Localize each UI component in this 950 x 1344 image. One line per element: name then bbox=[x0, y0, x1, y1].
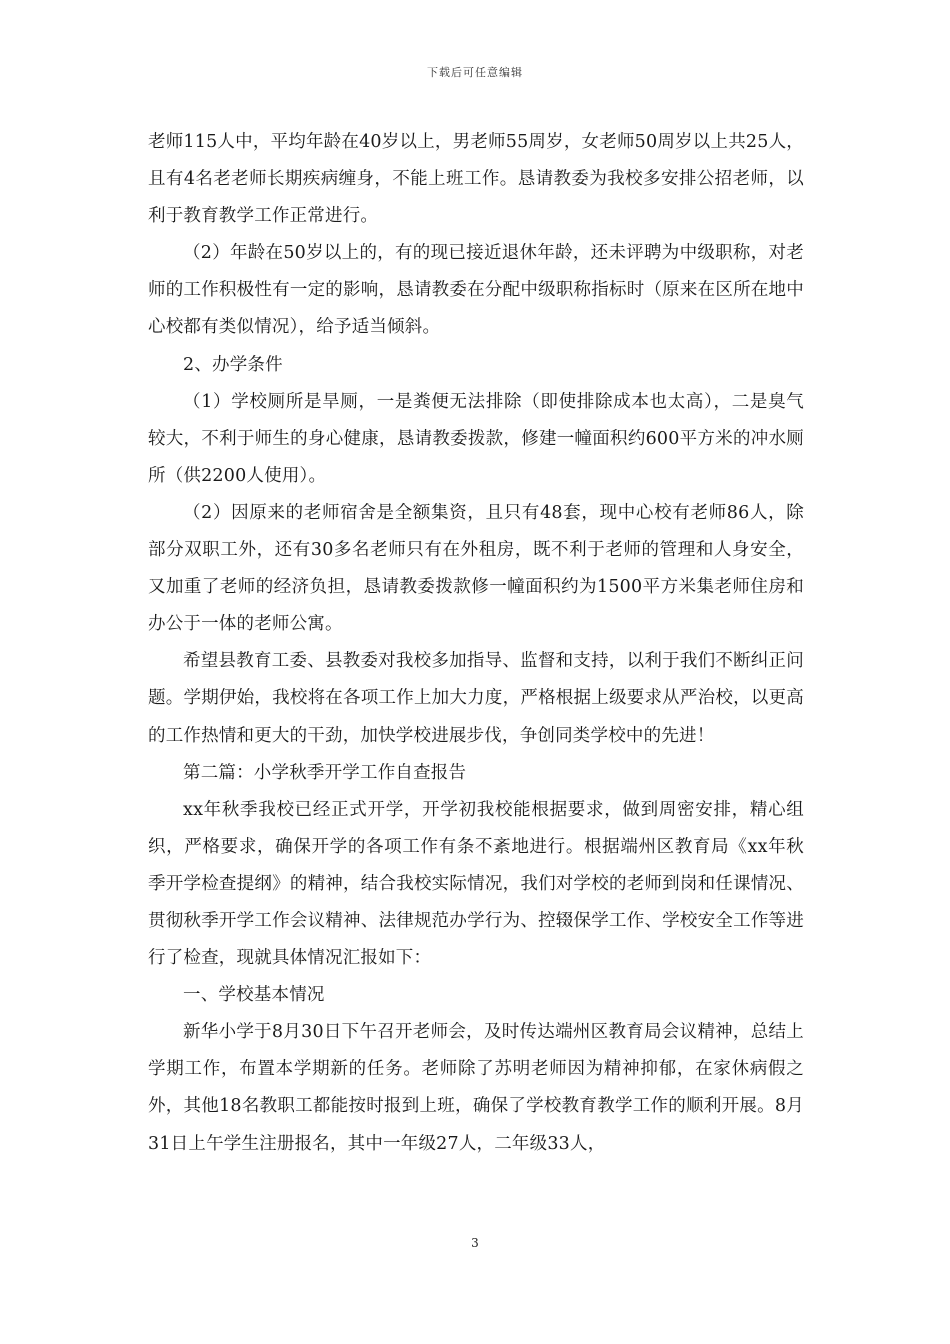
page-header: 下载后可任意编辑 bbox=[427, 66, 523, 79]
paragraph-autumn-intro: xx年秋季我校已经正式开学，开学初我校能根据要求，做到周密安排，精心组织，严格要求，确保开学的各项工作有条不紊地进行。根据端州区教育局《xx年秋季开学检查提纲》的精神，结合我校实际情况，我们对学校的老师到岗和任课情况、贯彻秋季开学工作会议精神、法律规范办学行为、控辍保学工作、学校安全工作等进行了检查，现就具体情况汇报如下： bbox=[148, 799, 804, 969]
section-heading-basic-info: 一、学校基本情况 bbox=[183, 985, 325, 1006]
document-body bbox=[148, 124, 804, 1163]
paragraph-teacher-age: 老师115人中，平均年龄在40岁以上，男老师55周岁，女老师50周岁以上共25人，且有4名老老师长期疾病缠身，不能上班工作。恳请教委为我校多安排公招老师，以利于教育教学工作正常进行。 bbox=[148, 132, 804, 227]
paragraph-dormitory: （2）因原来的老师宿舍是全额集资，且只有48套，现中心校有老师86人，除部分双职工外，还有30多名老师只有在外租房，既不利于老师的管理和人身安全，又加重了老师的经济负担，恳请教委拨款修一幢面积约为1500平方米集老师住房和办公于一体的老师公寓。 bbox=[148, 502, 804, 635]
section-heading-school-conditions: 2、办学条件 bbox=[183, 354, 283, 375]
paragraph-xinhua-school: 新华小学于8月30日下午召开老师会，及时传达端州区教育局会议精神，总结上学期工作，布置本学期新的任务。老师除了苏明老师因为精神抑郁，在家休病假之外，其他18名教职工都能按时报到上班，确保了学校教育教学工作的顺利开展。8月31日上午学生注册报名，其中一年级27人，二年级33人， bbox=[148, 1022, 804, 1154]
paragraph-title-evaluation: （2）年龄在50岁以上的，有的现已接近退休年龄，还未评聘为中级职称，对老师的工作积极性有一定的影响，恳请教委在分配中级职称指标时（原来在区所在地中心校都有类似情况），给予适当倾斜。 bbox=[148, 243, 804, 338]
paragraph-toilet: （1）学校厕所是旱厕，一是粪便无法排除（即使排除成本也太高），二是臭气较大，不利于师生的身心健康，恳请教委拨款，修建一幢面积约600平方米的冲水厕所（供2200人使用）。 bbox=[148, 391, 804, 486]
chapter-heading-second: 第二篇：小学秋季开学工作自查报告 bbox=[183, 762, 467, 783]
page-number: 3 bbox=[471, 1236, 479, 1250]
paragraph-closing-hope: 希望县教育工委、县教委对我校多加指导、监督和支持，以利于我们不断纠正问题。学期伊始，我校将在各项工作上加大力度，严格根据上级要求从严治校，以更高的工作热情和更大的干劲，加快学校进展步伐，争创同类学校中的先进！ bbox=[148, 651, 804, 746]
